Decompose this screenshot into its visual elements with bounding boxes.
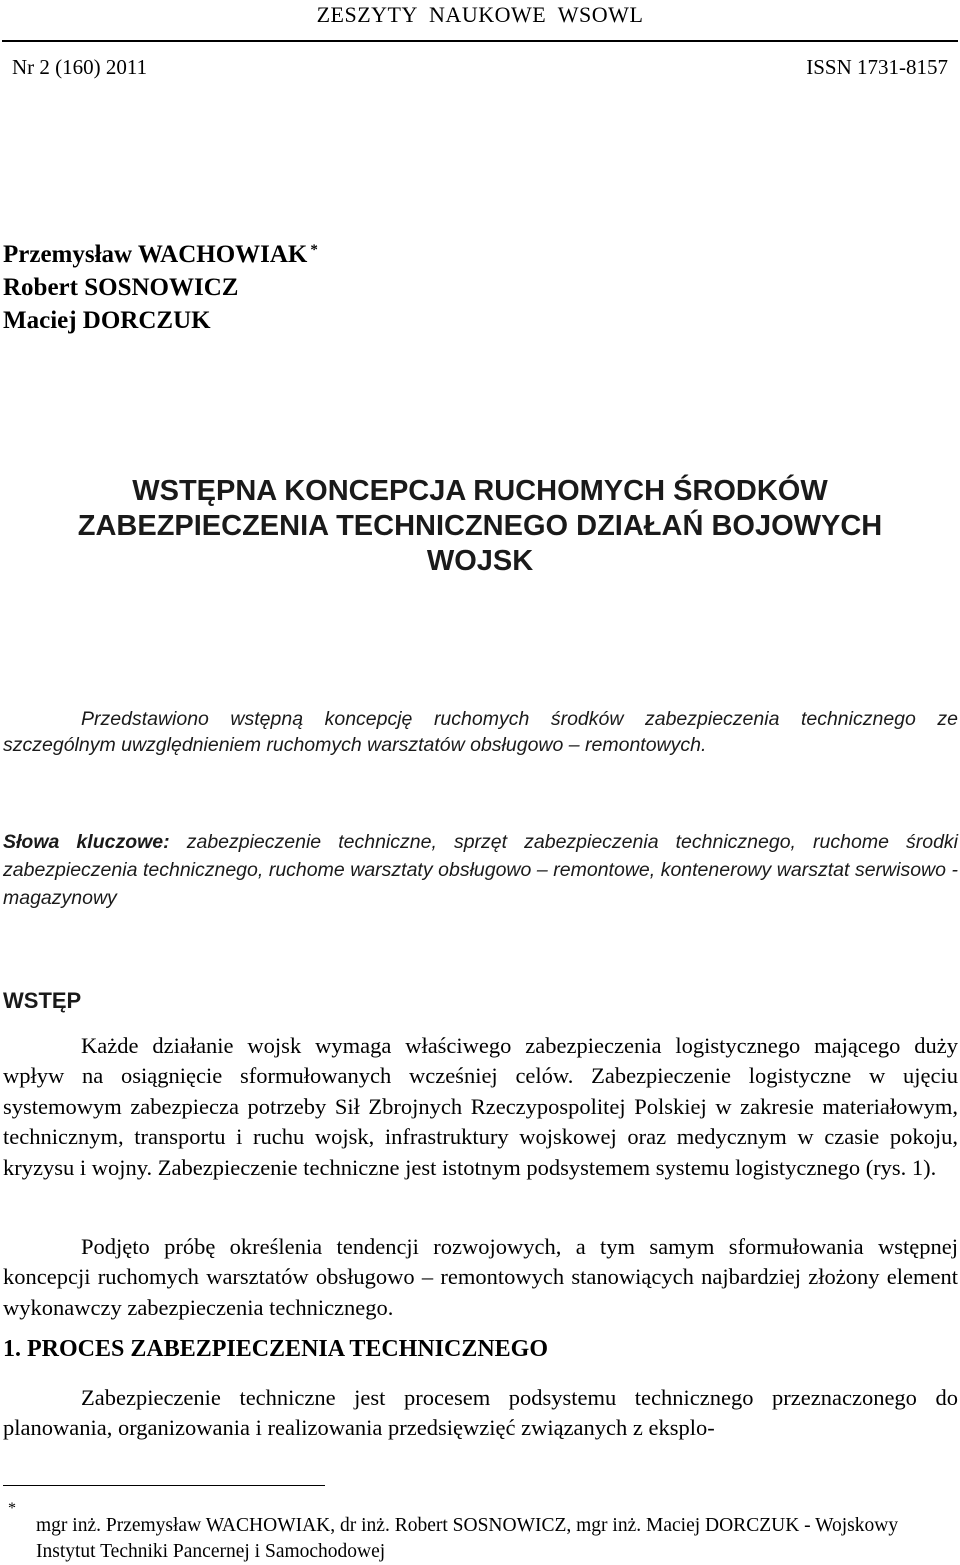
author-list — [3, 238, 318, 337]
paper-title — [0, 474, 960, 579]
section-heading-intro: WSTĘP — [3, 988, 82, 1013]
author-3: Maciej DORCZUK — [3, 307, 211, 334]
intro-paragraph-2: Podjęto próbę określenia tendencji rozwojowych, a tym samym sformułowania wstępnej koncepcji ruchomych warsztatów obsługowo – remontowych stanowiących najbardziej złożony element wykonawczy zabezpieczenia technicznego. — [3, 1234, 958, 1320]
keywords-text: zabezpieczenie techniczne, sprzęt zabezpieczenia technicznego, ruchome środki zabezpieczenia technicznego, ruchome warsztaty obsługowo – remontowe, kontenerowy warsztat serwisowo - magazynowy — [3, 831, 959, 909]
section-heading-1: 1. PROCES ZABEZPIECZENIA TECHNICZNEGO — [3, 1336, 549, 1362]
title-line-2: ZABEZPIECZENIA TECHNICZNEGO DZIAŁAŃ BOJOWYCH — [77, 510, 883, 542]
issue-number: Nr 2 (160) 2011 — [12, 55, 148, 79]
author-footnote-marker: * — [310, 242, 318, 258]
intro-paragraph-1: Każde działanie wojsk wymaga właściwego zabezpieczenia logistycznego mającego duży wpływ na osiągnięcie sformułowanych wcześniej celów. Zabezpieczenie logistyczne w ujęciu systemowym zabezpiecza potrzeby Sił Zbrojnych Rzeczypospolitej Polskiej w zakresie materiałowym, technicznym, transportu i ruchu wojsk, infrastruktury wojskowej oraz medycznym w czasie pokoju, kryzysu i wojny. Zabezpieczenie techniczne jest istotnym podsystemem systemu logistycznego (rys. 1). — [3, 1033, 958, 1180]
title-line-1: WSTĘPNA KONCEPCJA RUCHOMYCH ŚRODKÓW — [132, 475, 828, 507]
footnote-rule — [3, 1485, 325, 1486]
author-1 — [3, 238, 318, 271]
keywords-label: Słowa kluczowe: — [3, 831, 170, 853]
keywords — [3, 828, 958, 912]
footnote-text: mgr inż. Przemysław WACHOWIAK, dr inż. Robert SOSNOWICZ, mgr inż. Maciej DORCZUK - Wojskowy Instytut Techniki Pancernej i Samochodowej — [36, 1515, 899, 1562]
author-1-name: Przemysław WACHOWIAK — [3, 241, 308, 268]
author-2: Robert SOSNOWICZ — [3, 274, 239, 301]
abstract: Przedstawiono wstępną koncepcję ruchomych środków zabezpieczenia technicznego ze szczególnym uwzględnieniem ruchomych warsztatów obsługowo – remontowych. — [3, 708, 958, 756]
header-rule — [2, 40, 958, 42]
footnote-marker: * — [8, 1500, 16, 1517]
journal-title: ZESZYTY NAUKOWE WSOWL — [316, 2, 644, 27]
section-1-paragraph-1: Zabezpieczenie techniczne jest procesem podsystemu technicznego przeznaczonego do planowania, organizowania i realizowania przedsięwzięć związanych z eksplo- — [3, 1385, 958, 1441]
title-line-3: WOJSK — [426, 545, 534, 577]
issn: ISSN 1731-8157 — [806, 55, 948, 79]
